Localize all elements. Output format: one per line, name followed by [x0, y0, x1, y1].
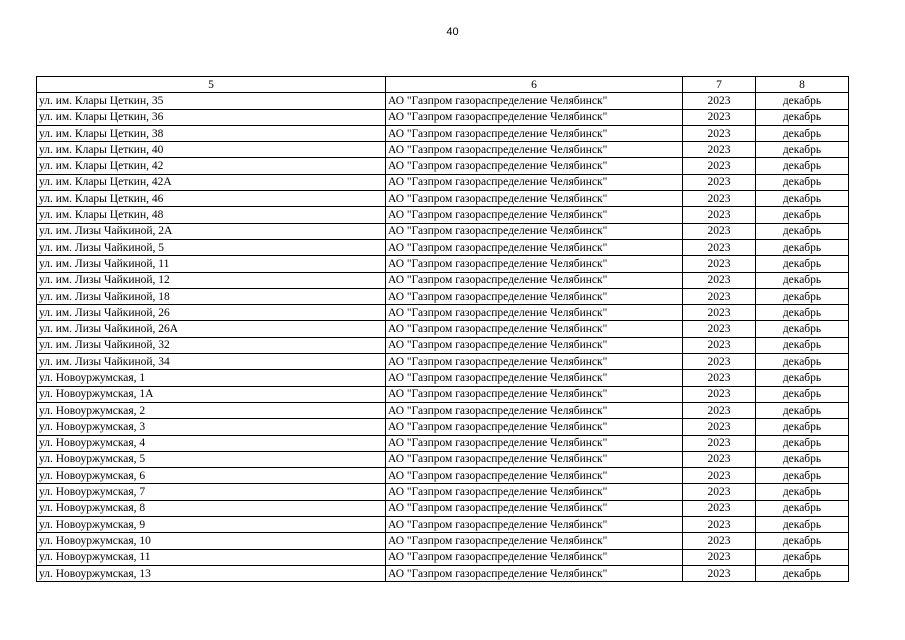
cell-organization: АО "Газпром газораспределение Челябинск" [386, 207, 683, 223]
cell-organization: АО "Газпром газораспределение Челябинск" [386, 370, 683, 386]
cell-year: 2023 [683, 223, 756, 239]
cell-address: ул. им. Клары Цеткин, 40 [37, 142, 386, 158]
cell-address: ул. им. Клары Цеткин, 35 [37, 93, 386, 109]
table-row [37, 272, 849, 288]
table-row [37, 288, 849, 304]
cell-organization: АО "Газпром газораспределение Челябинск" [386, 468, 683, 484]
cell-organization: АО "Газпром газораспределение Челябинск" [386, 451, 683, 467]
cell-month: декабрь [756, 337, 849, 353]
cell-month: декабрь [756, 93, 849, 109]
cell-year: 2023 [683, 239, 756, 255]
cell-month: декабрь [756, 451, 849, 467]
cell-year: 2023 [683, 288, 756, 304]
cell-organization: АО "Газпром газораспределение Челябинск" [386, 517, 683, 533]
table-row [37, 370, 849, 386]
cell-month: декабрь [756, 354, 849, 370]
table-row [37, 109, 849, 125]
table-row [37, 419, 849, 435]
table-row [37, 256, 849, 272]
cell-address: ул. Новоуржумская, 1 [37, 370, 386, 386]
cell-address: ул. Новоуржумская, 1А [37, 386, 386, 402]
cell-address: ул. им. Клары Цеткин, 42 [37, 158, 386, 174]
cell-address: ул. им. Лизы Чайкиной, 34 [37, 354, 386, 370]
page-number: 40 [446, 26, 459, 38]
cell-month: декабрь [756, 239, 849, 255]
table-row [37, 484, 849, 500]
cell-year: 2023 [683, 484, 756, 500]
cell-organization: АО "Газпром газораспределение Челябинск" [386, 93, 683, 109]
table-row [37, 158, 849, 174]
cell-address: ул. Новоуржумская, 9 [37, 517, 386, 533]
cell-year: 2023 [683, 565, 756, 581]
table-row [37, 223, 849, 239]
table-header [37, 77, 849, 93]
table-row [37, 565, 849, 581]
table-row [37, 500, 849, 516]
table-row [37, 402, 849, 418]
table-row [37, 321, 849, 337]
cell-year: 2023 [683, 517, 756, 533]
table-row [37, 549, 849, 565]
cell-address: ул. им. Клары Цеткин, 42А [37, 174, 386, 190]
cell-organization: АО "Газпром газораспределение Челябинск" [386, 191, 683, 207]
cell-address: ул. Новоуржумская, 7 [37, 484, 386, 500]
cell-organization: АО "Газпром газораспределение Челябинск" [386, 565, 683, 581]
cell-month: декабрь [756, 402, 849, 418]
cell-month: декабрь [756, 272, 849, 288]
table-row [37, 239, 849, 255]
table-row [37, 337, 849, 353]
cell-organization: АО "Газпром газораспределение Челябинск" [386, 386, 683, 402]
cell-address: ул. Новоуржумская, 3 [37, 419, 386, 435]
cell-year: 2023 [683, 337, 756, 353]
cell-month: декабрь [756, 549, 849, 565]
table-row [37, 305, 849, 321]
cell-year: 2023 [683, 533, 756, 549]
cell-month: декабрь [756, 207, 849, 223]
cell-month: декабрь [756, 288, 849, 304]
table-row [37, 533, 849, 549]
cell-year: 2023 [683, 321, 756, 337]
cell-organization: АО "Газпром газораспределение Челябинск" [386, 109, 683, 125]
cell-year: 2023 [683, 354, 756, 370]
header-col-year: 7 [683, 77, 756, 93]
cell-address: ул. Новоуржумская, 8 [37, 500, 386, 516]
table-row [37, 468, 849, 484]
cell-address: ул. Новоуржумская, 2 [37, 402, 386, 418]
table-row [37, 93, 849, 109]
cell-year: 2023 [683, 468, 756, 484]
cell-organization: АО "Газпром газораспределение Челябинск" [386, 549, 683, 565]
cell-organization: АО "Газпром газораспределение Челябинск" [386, 435, 683, 451]
header-row [37, 77, 849, 93]
cell-year: 2023 [683, 419, 756, 435]
cell-organization: АО "Газпром газораспределение Челябинск" [386, 272, 683, 288]
cell-organization: АО "Газпром газораспределение Челябинск" [386, 125, 683, 141]
cell-address: ул. им. Лизы Чайкиной, 11 [37, 256, 386, 272]
cell-month: декабрь [756, 191, 849, 207]
cell-month: декабрь [756, 142, 849, 158]
cell-organization: АО "Газпром газораспределение Челябинск" [386, 142, 683, 158]
cell-organization: АО "Газпром газораспределение Челябинск" [386, 174, 683, 190]
cell-organization: АО "Газпром газораспределение Челябинск" [386, 419, 683, 435]
cell-organization: АО "Газпром газораспределение Челябинск" [386, 354, 683, 370]
cell-month: декабрь [756, 174, 849, 190]
cell-month: декабрь [756, 223, 849, 239]
cell-month: декабрь [756, 125, 849, 141]
cell-year: 2023 [683, 207, 756, 223]
table-row [37, 435, 849, 451]
cell-year: 2023 [683, 158, 756, 174]
cell-address: ул. им. Лизы Чайкиной, 12 [37, 272, 386, 288]
table-row [37, 125, 849, 141]
cell-address: ул. им. Лизы Чайкиной, 32 [37, 337, 386, 353]
cell-organization: АО "Газпром газораспределение Челябинск" [386, 256, 683, 272]
cell-address: ул. им. Лизы Чайкиной, 18 [37, 288, 386, 304]
table-body [37, 93, 849, 582]
cell-year: 2023 [683, 549, 756, 565]
cell-address: ул. им. Лизы Чайкиной, 5 [37, 239, 386, 255]
cell-address: ул. Новоуржумская, 5 [37, 451, 386, 467]
cell-organization: АО "Газпром газораспределение Челябинск" [386, 288, 683, 304]
cell-address: ул. им. Лизы Чайкиной, 26 [37, 305, 386, 321]
table-row [37, 517, 849, 533]
cell-year: 2023 [683, 174, 756, 190]
header-col-address: 5 [37, 77, 386, 93]
cell-year: 2023 [683, 500, 756, 516]
cell-month: декабрь [756, 435, 849, 451]
cell-organization: АО "Газпром газораспределение Челябинск" [386, 239, 683, 255]
cell-month: декабрь [756, 305, 849, 321]
cell-organization: АО "Газпром газораспределение Челябинск" [386, 337, 683, 353]
cell-month: декабрь [756, 565, 849, 581]
cell-year: 2023 [683, 93, 756, 109]
table-row [37, 354, 849, 370]
cell-organization: АО "Газпром газораспределение Челябинск" [386, 484, 683, 500]
table-row [37, 386, 849, 402]
schedule-table [36, 76, 849, 582]
header-col-month: 8 [756, 77, 849, 93]
cell-organization: АО "Газпром газораспределение Челябинск" [386, 500, 683, 516]
header-col-organization: 6 [386, 77, 683, 93]
cell-month: декабрь [756, 386, 849, 402]
cell-month: декабрь [756, 109, 849, 125]
cell-year: 2023 [683, 142, 756, 158]
cell-organization: АО "Газпром газораспределение Челябинск" [386, 533, 683, 549]
cell-organization: АО "Газпром газораспределение Челябинск" [386, 402, 683, 418]
cell-year: 2023 [683, 305, 756, 321]
cell-month: декабрь [756, 484, 849, 500]
cell-month: декабрь [756, 533, 849, 549]
cell-organization: АО "Газпром газораспределение Челябинск" [386, 158, 683, 174]
cell-address: ул. им. Лизы Чайкиной, 2А [37, 223, 386, 239]
cell-month: декабрь [756, 419, 849, 435]
cell-year: 2023 [683, 109, 756, 125]
cell-organization: АО "Газпром газораспределение Челябинск" [386, 223, 683, 239]
cell-organization: АО "Газпром газораспределение Челябинск" [386, 305, 683, 321]
cell-month: декабрь [756, 158, 849, 174]
cell-year: 2023 [683, 125, 756, 141]
cell-year: 2023 [683, 272, 756, 288]
cell-address: ул. им. Клары Цеткин, 38 [37, 125, 386, 141]
cell-year: 2023 [683, 191, 756, 207]
cell-address: ул. им. Клары Цеткин, 46 [37, 191, 386, 207]
cell-address: ул. Новоуржумская, 4 [37, 435, 386, 451]
cell-address: ул. Новоуржумская, 6 [37, 468, 386, 484]
table-row [37, 451, 849, 467]
cell-month: декабрь [756, 370, 849, 386]
cell-year: 2023 [683, 256, 756, 272]
cell-month: декабрь [756, 468, 849, 484]
table-row [37, 191, 849, 207]
cell-year: 2023 [683, 402, 756, 418]
cell-address: ул. Новоуржумская, 11 [37, 549, 386, 565]
cell-month: декабрь [756, 321, 849, 337]
table-row [37, 174, 849, 190]
cell-year: 2023 [683, 451, 756, 467]
cell-year: 2023 [683, 435, 756, 451]
cell-month: декабрь [756, 500, 849, 516]
cell-address: ул. им. Лизы Чайкиной, 26А [37, 321, 386, 337]
table-row [37, 142, 849, 158]
cell-organization: АО "Газпром газораспределение Челябинск" [386, 321, 683, 337]
cell-month: декабрь [756, 517, 849, 533]
cell-month: декабрь [756, 256, 849, 272]
table-row [37, 207, 849, 223]
cell-address: ул. им. Клары Цеткин, 48 [37, 207, 386, 223]
cell-address: ул. Новоуржумская, 10 [37, 533, 386, 549]
cell-address: ул. им. Клары Цеткин, 36 [37, 109, 386, 125]
cell-address: ул. Новоуржумская, 13 [37, 565, 386, 581]
cell-year: 2023 [683, 370, 756, 386]
cell-year: 2023 [683, 386, 756, 402]
